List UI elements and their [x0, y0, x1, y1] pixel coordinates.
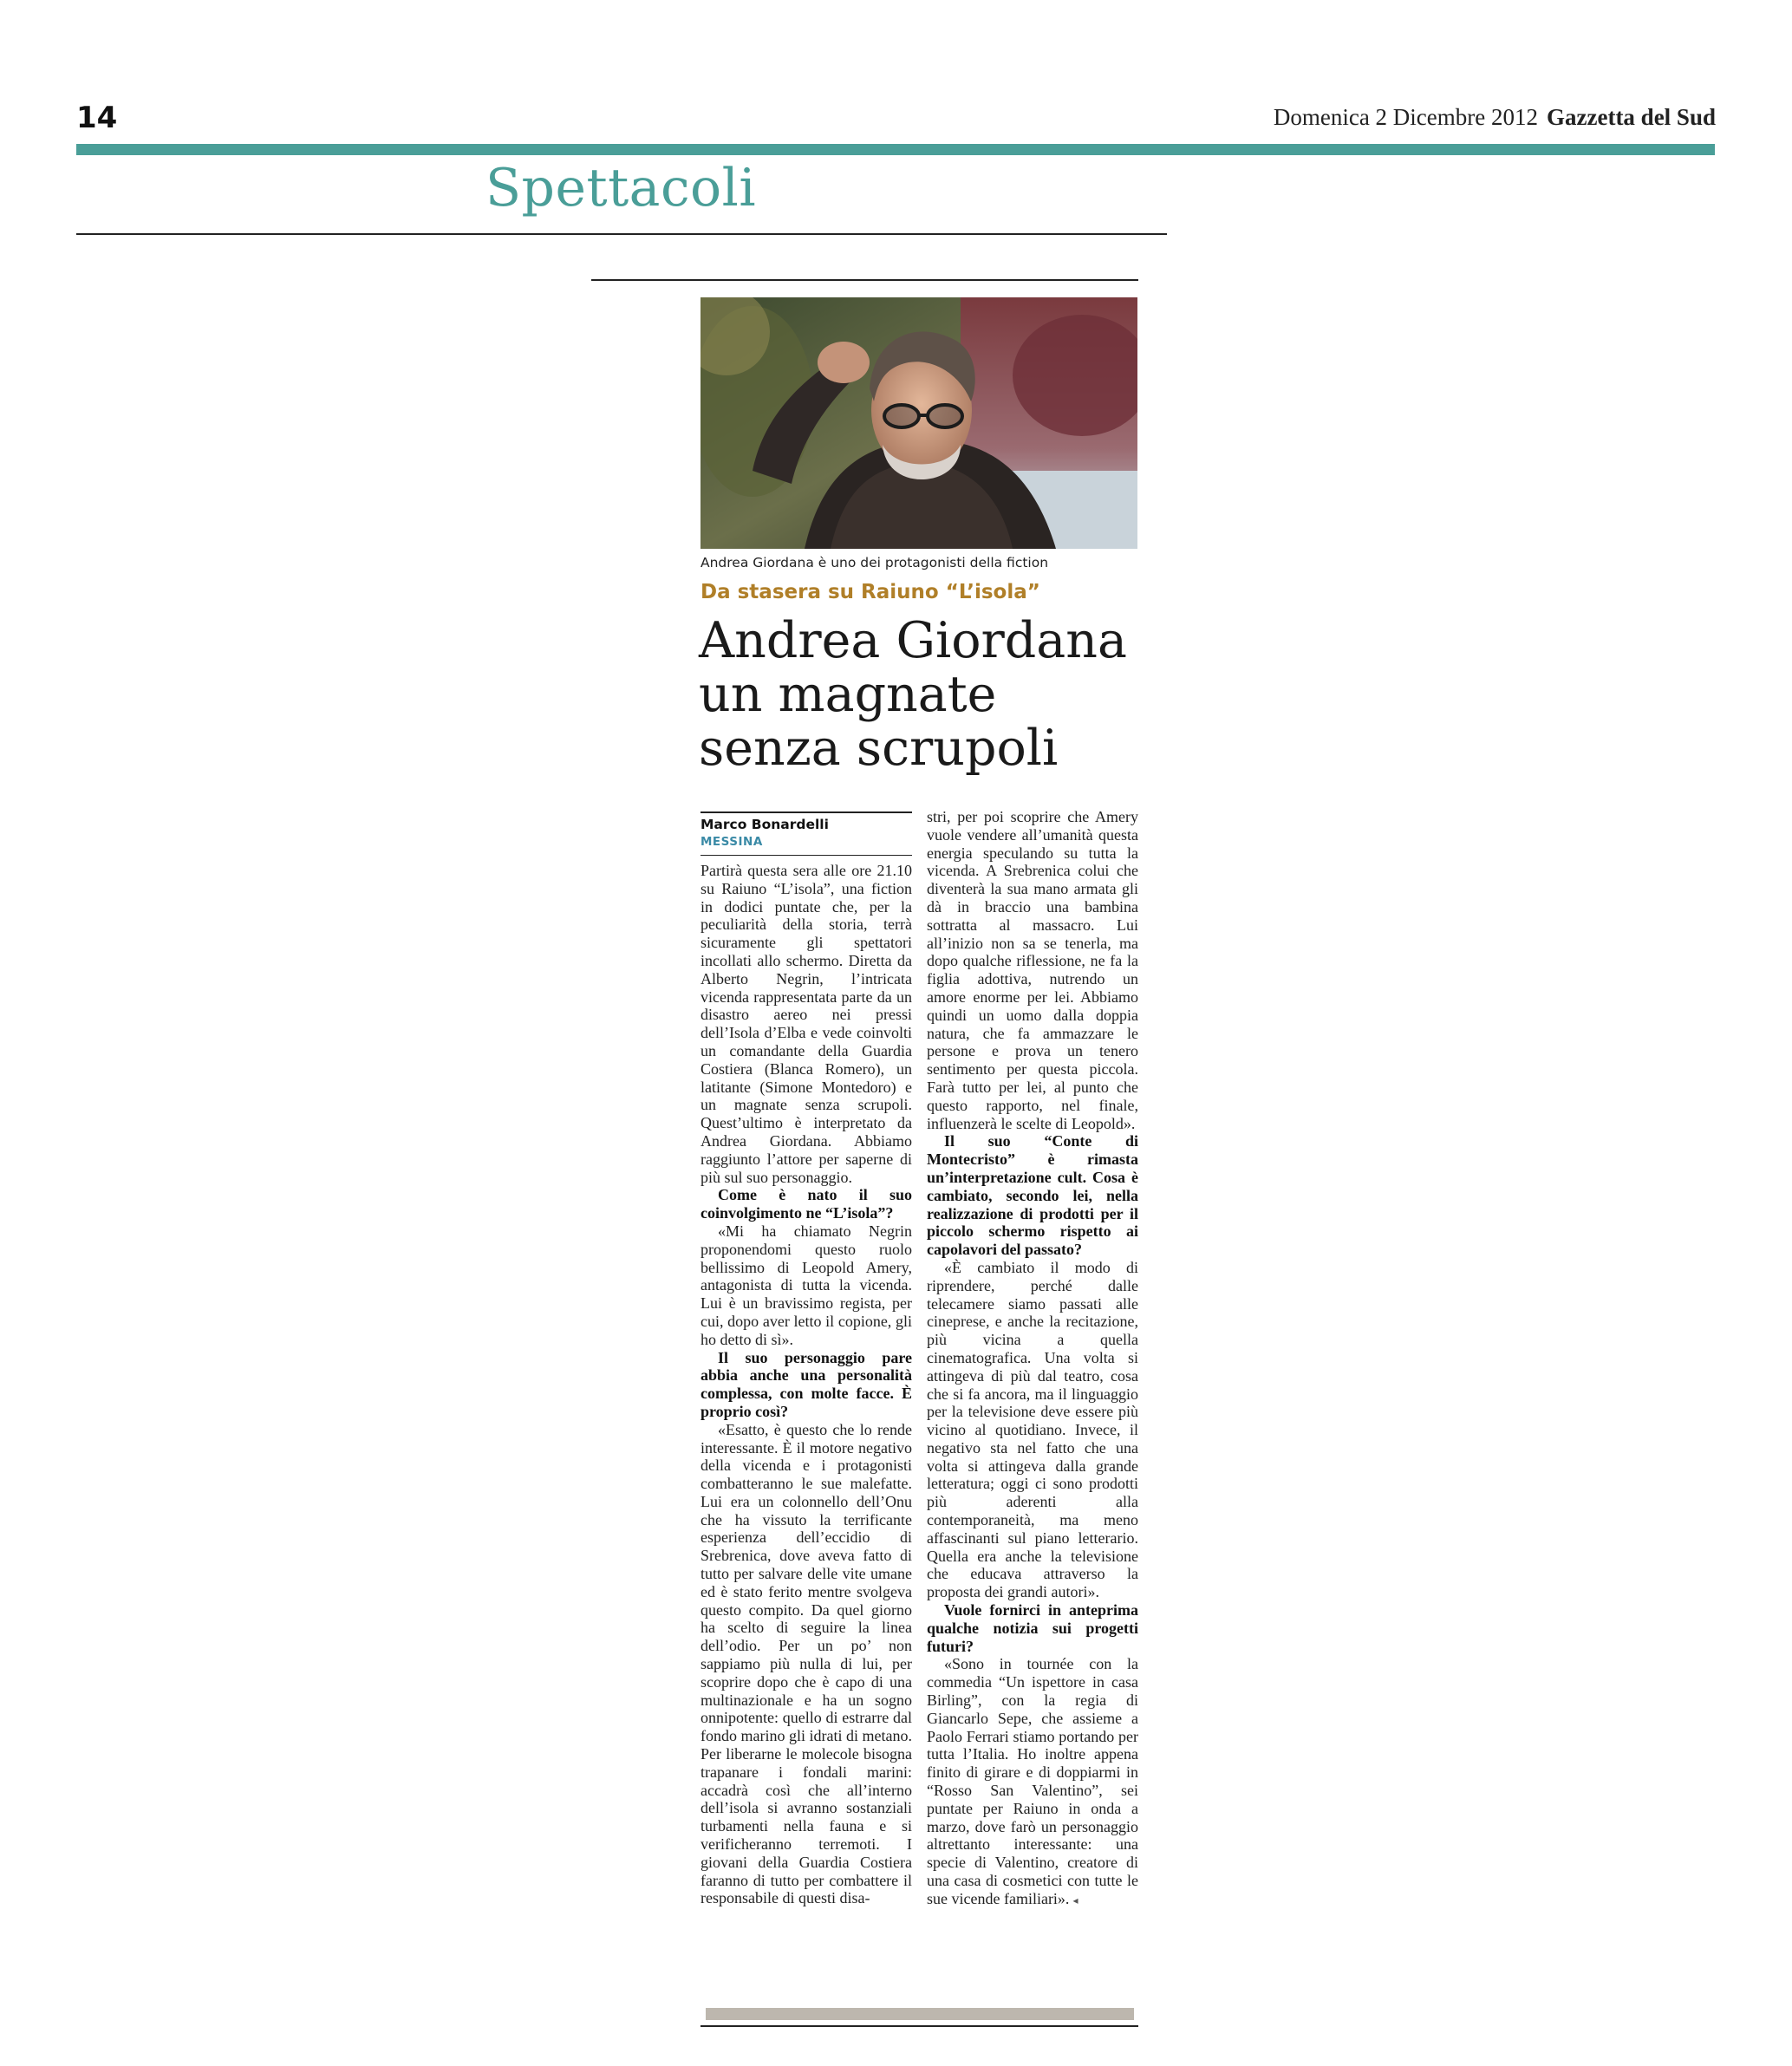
article-headline	[699, 614, 1150, 775]
publication-name: Gazzetta del Sud	[1547, 104, 1716, 130]
author-name: Marco Bonardelli	[701, 817, 829, 832]
headline-line: senza scrupoli	[699, 720, 1059, 777]
interview-answer: «Mi ha chiamato Negrin proponendomi questo ruolo bellissimo di Leopold Amery, antagonista di tutta la vicenda. Lui è un bravissimo regista, per cui, dopo aver letto il copione, gli ho detto di sì».	[701, 1222, 912, 1348]
interview-question: Il suo personaggio pare abbia anche una personalità complessa, con molte facce. È proprio così?	[701, 1348, 912, 1420]
lead-paragraph: Partirà questa sera alle ore 21.10 su Raiuno “L’isola”, una fiction in dodici puntate che, per la peculiarità della storia, terrà sicuramente gli spettatori incollati allo schermo. Diretta da Alberto Negrin, l’intricata vicenda rappresentata parte da un disastro aereo nei pressi dell’Isola d’Elba e vede coinvolti un comandante della Guardia Costiera (Blanca Romero), un latitante (Simone Montedoro) e un magnate senza scrupoli. Quest’ultimo è interpretato da Andrea Giordana. Abbiamo raggiunto l’attore per saperne di più sul suo personaggio.	[701, 862, 912, 1186]
header-bar	[76, 144, 1715, 155]
article-photo	[701, 297, 1137, 549]
section-divider	[76, 233, 1167, 235]
interview-answer: «È cambiato il modo di riprendere, perché dalle telecamere siamo passati alle cineprese, e anche la recitazione, più vicina a quella cinematografica. Una volta si attingeva di più dal teatro, cosa che si fa ancora, ma il linguaggio per la televisione deve essere più vicino al quotidiano. Invece, il negativo sta nel fatto che una volta si attingeva dalla grande letteratura; oggi ci sono prodotti più aderenti alla contemporaneità, ma meno affascinanti sul piano letterario. Quella era anche la televisione che educava attraverso la proposta dei grandi autori».	[927, 1258, 1138, 1601]
interview-question: Il suo “Conte di Montecristo” è rimasta un’interpretazione cult. Cosa è cambiato, secondo lei, nella realizzazione di prodotti per il piccolo schermo rispetto ai capolavori del passato?	[927, 1132, 1138, 1259]
article-kicker: Da stasera su Raiuno “L’isola”	[701, 581, 1040, 603]
byline-divider	[701, 811, 912, 813]
byline-divider-bottom	[701, 855, 912, 856]
dateline	[1274, 104, 1716, 131]
footer-band	[706, 2008, 1134, 2020]
interview-question: Come è nato il suo coinvolgimento ne “L’isola”?	[701, 1186, 912, 1222]
answer-text: «Sono in tournée con la commedia “Un ispettore in casa Birling”, con la regia di Giancarlo Sepe, che assieme a Paolo Ferrari stiamo portando per tutta l’Italia. Ho inoltre appena finito di girare e di doppiarmi in “Rosso San Valentino”, sei puntate per Raiuno in onda a marzo, dove farò un personaggio altrettanto interessante: una specie di Valentino, creatore di una casa di cosmetici con tutte le sue vicende familiari».	[927, 1655, 1138, 1907]
issue-date: Domenica 2 Dicembre 2012	[1273, 104, 1538, 130]
continued-paragraph: stri, per poi scoprire che Amery vuole vendere all’umanità questa energia speculando su tutta la vicenda. A Srebrenica colui che diventerà la sua mano armata gli dà in braccio una bambina sottratta al massacro. Lui all’inizio non sa se tenerla, ma dopo qualche riflessione, ne fa la figlia adottiva, nutrendo un amore enorme per lei. Abbiamo quindi un uomo dalla doppia natura, che fa ammazzare le persone e prova un tenero sentimento per questa piccola. Farà tutto per lei, al punto che questo rapporto, nel finale, influenzerà le scelte di Leopold».	[927, 808, 1138, 1132]
headline-line: Andrea Giordana	[699, 612, 1127, 669]
dateline-location: MESSINA	[701, 835, 763, 849]
interview-answer	[927, 1655, 1138, 1909]
article-column-1	[701, 862, 912, 1907]
article-top-divider	[591, 279, 1138, 281]
interview-answer: «Esatto, è questo che lo rende interessante. È il motore negativo della vicenda e i protagonisti combatteranno le sue malefatte. Lui era un colonnello dell’Onu che ha vissuto la terrificante esperienza dell’eccidio di Srebrenica, dove aveva fatto di tutto per salvare delle vite umane ed è stato ferito mentre svolgeva questo compito. Da quel giorno ha scelto di seguire la linea dell’odio. Per un po’ non sappiamo più nulla di lui, per scoprire dopo che è capo di una multinazionale e ha un sogno onnipotente: quello di estrarre dal fondo marino gli idrati di metano. Per liberarne le molecole bisogna trapanare i fondali marini: accadrà così che all’interno dell’isola si avranno sostanziali turbamenti nella fauna e si verificheranno terremoti. I giovani della Guardia Costiera faranno di tutto per combattere il responsabile di questi disa-	[701, 1420, 912, 1907]
article-bottom-divider	[701, 2025, 1138, 2027]
photo-caption: Andrea Giordana è uno dei protagonisti della fiction	[701, 555, 1049, 570]
end-of-article-icon: ◂	[1072, 1893, 1078, 1906]
page-number: 14	[76, 101, 118, 135]
interview-question: Vuole fornirci in anteprima qualche notizia sui progetti futuri?	[927, 1601, 1138, 1655]
article-column-2	[927, 808, 1138, 1910]
headline-line: un magnate	[699, 666, 997, 723]
section-title: Spettacoli	[485, 158, 757, 218]
